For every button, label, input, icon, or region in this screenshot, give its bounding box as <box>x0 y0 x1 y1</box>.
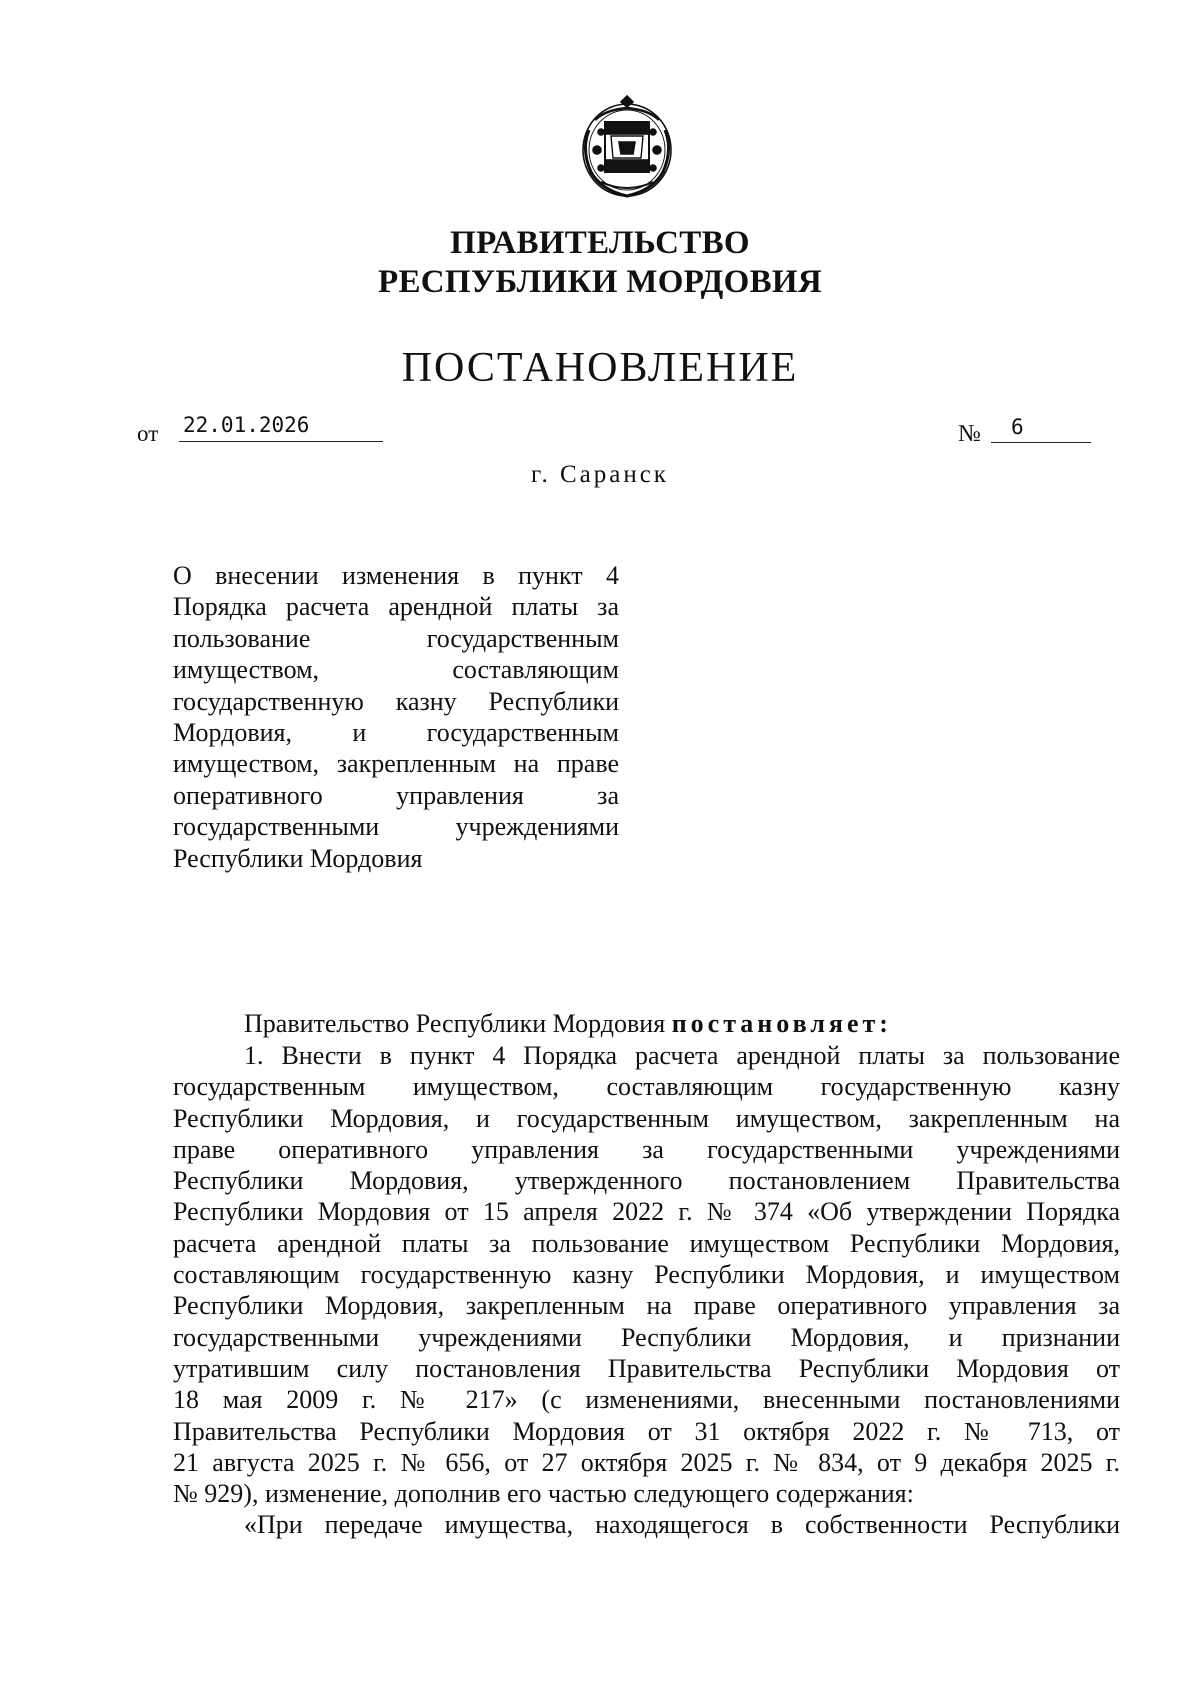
paragraph-line: 1. Внести в пункт 4 Порядка расчета арендной платы за пользование <box>244 1041 1120 1070</box>
organization-name-line2: РЕСПУБЛИКИ МОРДОВИЯ <box>377 264 822 300</box>
coat-of-arms-emblem <box>575 90 680 205</box>
subject-line: Порядка расчета арендной платы за <box>173 592 619 622</box>
subject-line: Мордовия, и государственным <box>173 718 619 748</box>
preamble-line <box>173 1008 1120 1039</box>
paragraph-line: расчета арендной платы за пользование имуществом Республики Мордовия, <box>173 1228 1120 1258</box>
paragraph-line: 21 августа 2025 г. № 656, от 27 октября 2025 г. № 834, от 9 декабря 2025 г. <box>173 1447 1120 1477</box>
paragraph-line: государственными учреждениями Республики Мордовия, и признании <box>173 1322 1120 1352</box>
subject-line: имуществом, закрепленным на праве <box>173 749 619 779</box>
paragraph-line: Республики Мордовия, закрепленным на праве оперативного управления за <box>173 1291 1120 1321</box>
document-type: ПОСТАНОВЛЕНИЕ <box>401 345 799 391</box>
paragraph-line: праве оперативного управления за государственными учреждениями <box>173 1134 1120 1164</box>
city-name: г. Саранск <box>531 461 669 488</box>
subject-line: Республики Мордовия <box>173 843 423 873</box>
paragraph-line: утратившим силу постановления Правительства Республики Мордовия от <box>173 1353 1120 1383</box>
paragraph-line: государственным имуществом, составляющим государственную казну <box>173 1072 1120 1102</box>
paragraph-1 <box>173 1040 1120 1541</box>
paragraph-line: 18 мая 2009 г. № 217» (с изменениями, внесенными постановлениями <box>173 1385 1120 1415</box>
subject-line: пользование государственным <box>173 623 619 653</box>
preamble <box>173 1008 1120 1039</box>
paragraph-line: Республики Мордовия, и государственным имуществом, закрепленным на <box>173 1103 1120 1133</box>
subject-line: государственными учреждениями <box>173 812 619 842</box>
document-subject <box>173 560 619 874</box>
number-prefix: № <box>958 421 981 447</box>
paragraph-line: составляющим государственную казну Республики Мордовия, и имуществом <box>173 1260 1120 1290</box>
date-prefix: от <box>137 421 159 446</box>
paragraph-line: Республики Мордовия, утвержденного постановлением Правительства <box>173 1166 1120 1196</box>
paragraph-line: № 929), изменение, дополнив его частью следующего содержания: <box>173 1479 914 1509</box>
number-value: 6 <box>991 413 1091 443</box>
quote-line: «При передаче имущества, находящегося в собственности Республики <box>244 1510 1120 1540</box>
paragraph-line: Республики Мордовия от 15 апреля 2022 г. № 374 «Об утверждении Порядка <box>173 1197 1120 1227</box>
subject-line: О внесении изменения в пункт 4 <box>173 561 619 590</box>
subject-line: оперативного управления за <box>173 780 619 810</box>
organization-name-line1: ПРАВИТЕЛЬСТВО <box>450 225 750 261</box>
date-value: 22.01.2026 <box>179 411 383 442</box>
preamble-emphasis: постановляет: <box>671 1009 892 1038</box>
preamble-text: Правительство Республики Мордовия <box>244 1009 672 1038</box>
subject-line: государственную казну Республики <box>173 686 619 716</box>
subject-line: имуществом, составляющим <box>173 655 619 685</box>
paragraph-line: Правительства Республики Мордовия от 31 октября 2022 г. № 713, от <box>173 1416 1120 1446</box>
